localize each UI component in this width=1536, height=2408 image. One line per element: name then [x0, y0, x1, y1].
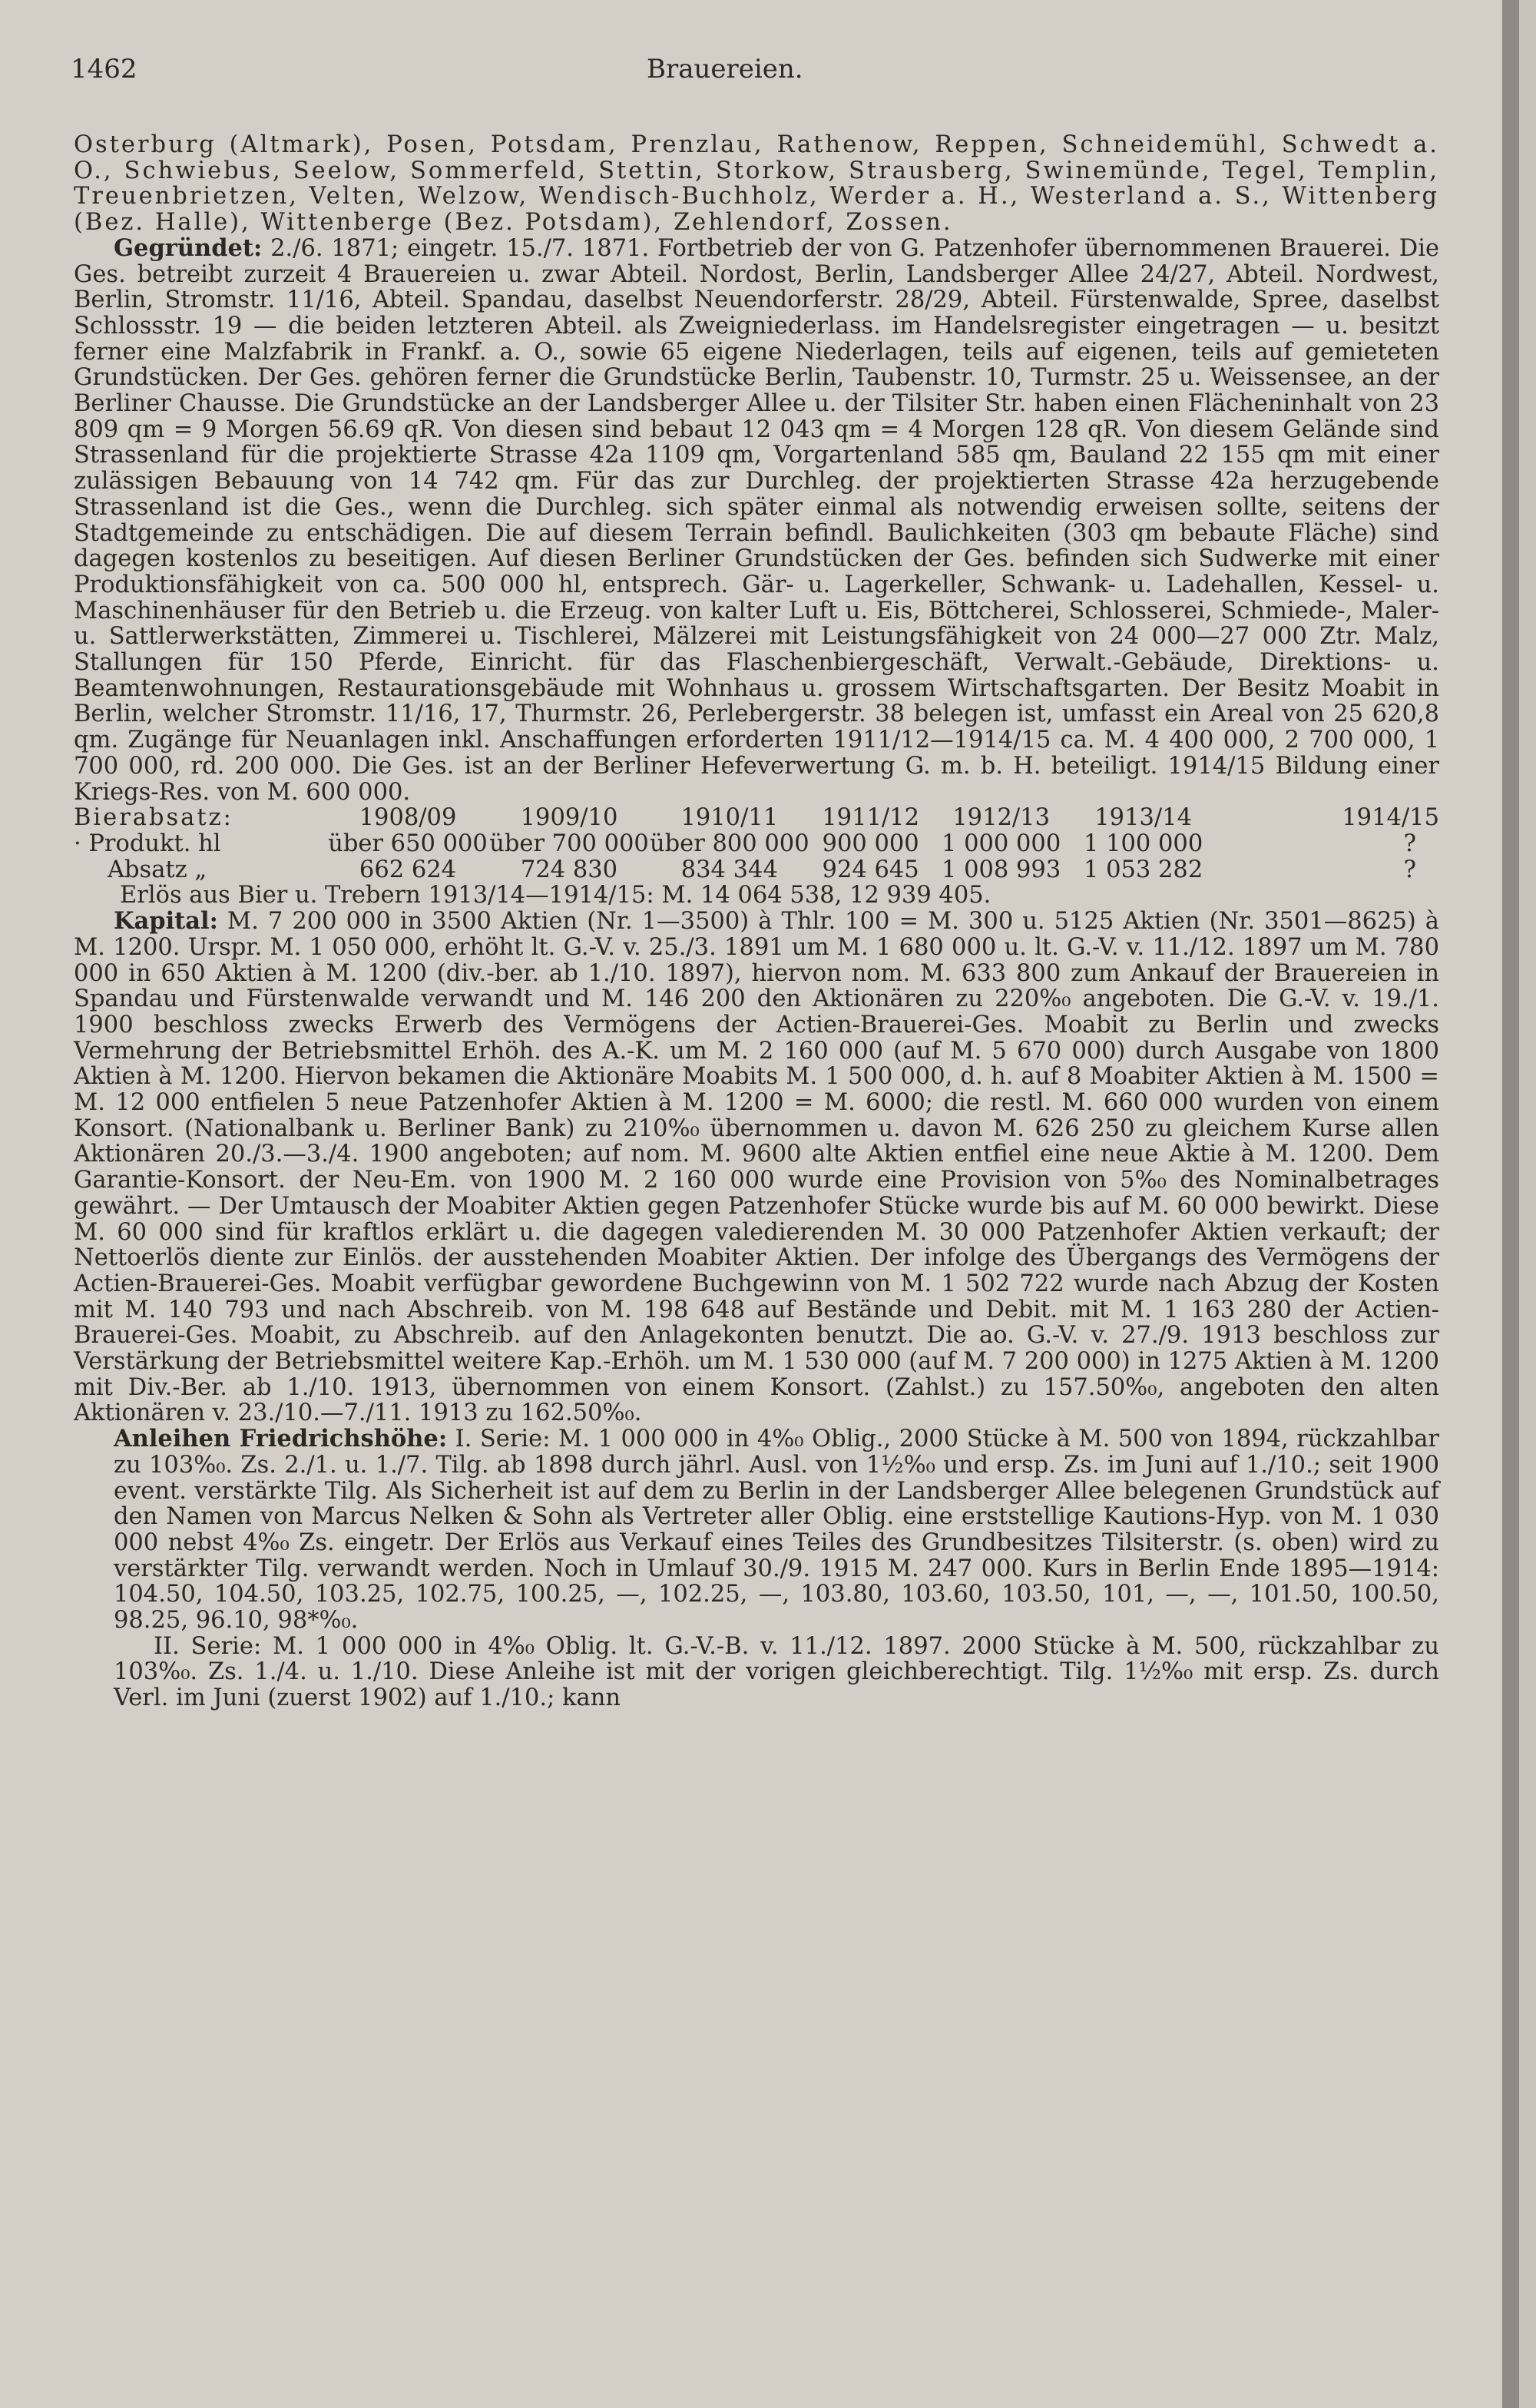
- value-cell: 724 830: [520, 856, 618, 883]
- value-cell: 900 000: [822, 830, 919, 857]
- bierabsatz-table: [74, 805, 1439, 883]
- year-cell: 1913/14: [1094, 804, 1192, 832]
- value-cell: 662 624: [359, 856, 457, 883]
- gegruendet-label: Gegründet:: [114, 234, 263, 262]
- value-cell: 834 344: [680, 856, 778, 883]
- page-number: 1462: [71, 54, 137, 84]
- value-cell: ?: [1403, 856, 1416, 883]
- anleihen-paragraph: [74, 1426, 1439, 1634]
- kapital-paragraph: [74, 909, 1439, 1426]
- kapital-label: Kapital:: [114, 907, 218, 936]
- value-cell: über 650 000: [328, 830, 488, 857]
- value-cell: 1 000 000: [942, 830, 1061, 857]
- year-cell: 1914/15: [1342, 804, 1439, 832]
- page-header: [71, 54, 1453, 92]
- gegruendet-text: 2./6. 1871; eingetr. 15./7. 1871. Fortbetrieb der von G. Patzenhofer übernommenen Brauerei. Die Ges. betreibt zurzeit 4 Brauereien u. zwar Abteil. Nordost, Berlin, Landsberger Allee 24/27, Abteil. Nordwest, Berlin, Stromstr. 11/16, Abteil. Spandau, daselbst Neuendorferstr. 28/29, Abteil. Fürstenwalde, Spree, daselbst Schlossstr. 19 — die beiden letzteren Abteil. als Zweigniederlass. im Handelsregister eingetragen — u. besitzt ferner eine Malzfabrik in Frankf. a. O., sowie 65 eigene Niederlagen, teils auf eigenen, teils auf gemieteten Grundstücken. Der Ges. gehören ferner die Grundstücke Berlin, Taubenstr. 10, Turmstr. 25 u. Weissensee, an der Berliner Chausse. Die Grundstücke an der Landsberger Allee u. der Tilsiter Str. haben einen Flächeninhalt von 23 809 qm = 9 Morgen 56.69 qR. Von diesen sind bebaut 12 043 qm = 4 Morgen 128 qR. Von diesem Gelände sind Strassenland für die projektierte Strasse 42a 1109 qm, Vorgartenland 585 qm, Bauland 22 155 qm mit einer zulässigen Bebauung von 14 742 qm. Für das zur Durchleg. der projektierten Strasse 42a herzugebende Strassenland ist die Ges., wenn die Durchleg. sich später einmal als notwendig erweisen sollte, seitens der Stadtgemeinde zu entschädigen. Die auf diesem Terrain befindl. Baulichkeiten (303 qm bebaute Fläche) sind dagegen kostenlos zu beseitigen. Auf diesen Berliner Grundstücken der Ges. befinden sich Sudwerke mit einer Produktionsfähigkeit von ca. 500 000 hl, entsprech. Gär- u. Lagerkeller, Schwank- u. Ladehallen, Kessel- u. Maschinenhäuser für den Betrieb u. die Erzeug. von kalter Luft u. Eis, Böttcherei, Schlosserei, Schmiede-, Maler- u. Sattlerwerkstätten, Zimmerei u. Tischlerei, Mälzerei mit Leistungsfähigkeit von 24 000—27 000 Ztr. Malz, Stallungen für 150 Pferde, Einricht. für das Flaschenbiergeschäft, Verwalt.-Gebäude, Direktions- u. Beamtenwohnungen, Restaurationsgebäude mit Wohnhaus u. grossem Wirtschaftsgarten. Der Besitz Moabit in Berlin, welcher Stromstr. 11/16, 17, Thurmstr. 26, Perlebergerstr. 38 belegen ist, umfasst ein Areal von 25 620,8 qm. Zugänge für Neuanlagen inkl. Anschaffungen erforderten 1911/12—1914/15 ca. M. 4 400 000, 2 700 000, 1 700 000, rd. 200 000. Die Ges. ist an der Berliner Hefeverwertung G. m. b. H. beteiligt. 1914/15 Bildung einer Kriegs-Res. von M. 600 000.: [74, 234, 1439, 806]
- erloes-line: Erlös aus Bier u. Trebern 1913/14—1914/15: M. 14 064 538, 12 939 405.: [120, 882, 991, 909]
- kapital-text: M. 7 200 000 in 3500 Aktien (Nr. 1—3500) à Thlr. 100 = M. 300 u. 5125 Aktien (Nr. 3501—8625) à M. 1200. Urspr. M. 1 050 000, erhöht lt. G.-V. v. 25./3. 1891 um M. 1 680 000 u. lt. G.-V. v. 11./12. 1897 um M. 780 000 in 650 Aktien à M. 1200 (div.-ber. ab 1./10. 1897), hiervon nom. M. 633 800 zum Ankauf der Brauereien in Spandau und Fürstenwalde verwandt und M. 146 200 den Aktionären zu 220%₀ angeboten. Die G.-V. v. 19./1. 1900 beschloss zwecks Erwerb des Vermögens der Actien-Brauerei-Ges. Moabit zu Berlin und zwecks Vermehrung der Betriebsmittel Erhöh. des A.-K. um M. 2 160 000 (auf M. 5 670 000) durch Ausgabe von 1800 Aktien à M. 1200. Hiervon bekamen die Aktionäre Moabits M. 1 500 000, d. h. auf 8 Moabiter Aktien à M. 1500 = M. 12 000 entfielen 5 neue Patzenhofer Aktien à M. 1200 = M. 6000; die restl. M. 660 000 wurden von einem Konsort. (Nationalbank u. Berliner Bank) zu 210%₀ übernommen u. davon M. 626 250 zu gleichem Kurse allen Aktionären 20./3.—3./4. 1900 angeboten; auf nom. M. 9600 alte Aktien entfiel eine neue Aktie à M. 1200. Dem Garantie-Konsort. der Neu-Em. von 1900 M. 2 160 000 wurde eine Provision von 5%₀ des Nominalbetrages gewährt. — Der Umtausch der Moabiter Aktien gegen Patzenhofer Stücke wurde bis auf M. 60 000 bewirkt. Diese M. 60 000 sind für kraftlos erklärt u. die dagegen valedierenden M. 30 000 Patzenhofer Aktien verkauft; der Nettoerlös diente zur Einlös. der ausstehenden Moabiter Aktien. Der infolge des Übergangs des Vermögens der Actien-Brauerei-Ges. Moabit verfügbar gewordene Buchgewinn von M. 1 502 722 wurde nach Abzug der Kosten mit M. 140 793 und nach Abschreib. von M. 198 648 auf Bestände und Debit. mit M. 1 163 280 der Actien-Brauerei-Ges. Moabit, zu Abschreib. auf den Anlagekonten benutzt. Die ao. G.-V. v. 27./9. 1913 beschloss zur Verstärkung der Betriebsmittel weitere Kap.-Erhöh. um M. 1 530 000 (auf M. 7 200 000) in 1275 Aktien à M. 1200 mit Div.-Ber. ab 1./10. 1913, übernommen von einem Konsort. (Zahlst.) zu 157.50%₀, angeboten den alten Aktionären v. 23./10.—7./11. 1913 zu 162.50%₀.: [74, 908, 1439, 1427]
- running-title: Brauereien.: [647, 54, 803, 84]
- page-edge: [1502, 0, 1519, 2408]
- anleihen-label: Anleihen Friedrichshöhe:: [114, 1425, 448, 1453]
- gegruendet-paragraph: [74, 236, 1439, 805]
- year-cell: 1910/11: [680, 804, 779, 832]
- value-cell: über 700 000: [489, 830, 649, 857]
- value-cell: über 800 000: [650, 830, 809, 857]
- bierabsatz-header-row: [74, 805, 1439, 831]
- serie2-paragraph: II. Serie: M. 1 000 000 in 4%₀ Oblig. lt. G.-V.-B. v. 11./12. 1897. 2000 Stücke à M. 500, rückzahlbar zu 103%₀. Zs. 1./4. u. 1./10. Diese Anleihe ist mit der vorigen gleichberechtigt. Tilg. 1½%₀ mit ersp. Zs. durch Verl. im Juni (zuerst 1902) auf 1./10.; kann: [114, 1632, 1439, 1712]
- anleihen-text: I. Serie: M. 1 000 000 in 4%₀ Oblig., 2000 Stücke à M. 500 von 1894, rückzahlbar zu 103%₀. Zs. 2./1. u. 1./7. Tilg. ab 1898 durch jährl. Ausl. von 1½%₀ und ersp. Zs. im Juni auf 1./10.; seit 1900 event. verstärkte Tilg. Als Sicherheit ist auf dem zu Berlin in der Landsberger Allee belegenen Grundstück auf den Namen von Marcus Nelken & Sohn als Vertreter aller Oblig. eine erststellige Kautions-Hyp. von M. 1 030 000 nebst 4%₀ Zs. eingetr. Der Erlös aus Verkauf eines Teiles des Grundbesitzes Tilsiterstr. (s. oben) wird zu verstärkter Tilg. verwandt werden. Noch in Umlauf 30./9. 1915 M. 247 000. Kurs in Berlin Ende 1895—1914: 104.50, 104.50, 103.25, 102.75, 100.25, —, 102.25, —, 103.80, 103.60, 103.50, 101, —, —, 101.50, 100.50, 98.25, 96.10, 98*%₀.: [114, 1426, 1439, 1635]
- year-cell: 1908/09: [359, 804, 457, 832]
- table-row: [74, 857, 1439, 883]
- year-cell: 1911/12: [822, 804, 919, 832]
- value-cell: 1 008 993: [942, 856, 1061, 883]
- value-cell: 924 645: [822, 856, 919, 883]
- year-cell: 1909/10: [520, 804, 618, 832]
- row-label: Absatz „: [108, 856, 207, 883]
- table-row: [74, 831, 1439, 857]
- locations-paragraph: Osterburg (Altmark), Posen, Potsdam, Prenzlau, Rathenow, Reppen, Schneidemühl, Schwedt a. O., Schwiebus, Seelow, Sommerfeld, Stettin, Storkow, Strausberg, Swinemünde, Tegel, Templin, Treuenbrietzen, Velten, Welzow, Wendisch-Buchholz, Werder a. H., Westerland a. S., Wittenberg (Bez. Halle), Wittenberge (Bez. Potsdam), Zehlendorf, Zossen.: [74, 131, 1439, 237]
- page-body: [74, 132, 1439, 1711]
- year-cell: 1912/13: [952, 804, 1050, 832]
- row-label: · Produkt. hl: [74, 830, 221, 857]
- value-cell: 1 100 000: [1084, 830, 1203, 857]
- value-cell: ?: [1403, 830, 1416, 857]
- value-cell: 1 053 282: [1084, 856, 1203, 883]
- bierabsatz-label: Bierabsatz:: [74, 804, 233, 832]
